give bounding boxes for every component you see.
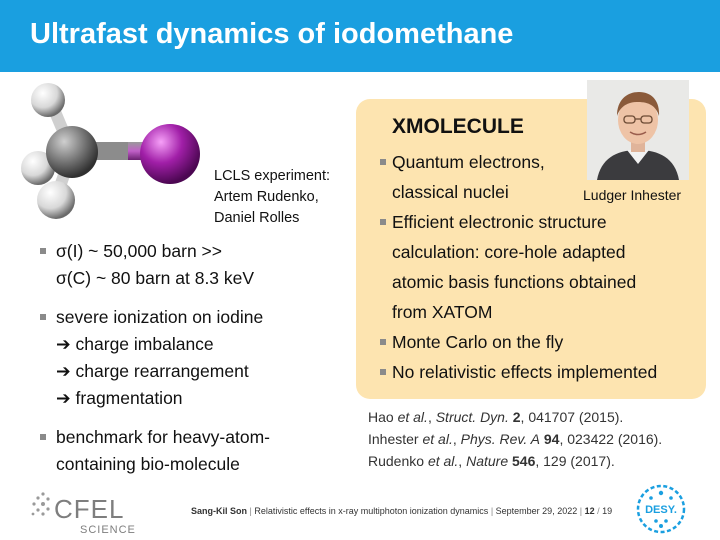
bullet-text: containing bio-molecule [56,454,240,474]
ref-journal: Nature [466,453,509,469]
ref-etal: et al. [422,431,453,447]
ref-pages-year: , 023422 (2016). [559,431,663,447]
ref-authors: Hao [368,409,398,425]
desy-logo [636,484,686,534]
bullet-text: calculation: core-hole adapted [392,242,626,262]
cfel-logo-dots-icon [32,492,50,515]
sub-bullet-text: ➔ fragmentation [56,388,183,408]
bullet-text: Monte Carlo on the fly [392,332,564,352]
ref-volume: 546 [508,453,536,469]
sub-bullet-text: ➔ charge rearrangement [56,361,249,381]
bullet-text: benchmark for heavy-atom- [56,427,270,447]
cfel-logo-subtext: SCIENCE [80,524,136,536]
reference-item [368,406,662,428]
xmolecule-bullet-list [380,147,700,387]
portrait-photo [587,80,689,180]
bullet-cross-section [40,238,340,292]
bullet-text: No relativistic effects implemented [392,362,658,382]
reference-item [368,450,662,472]
footer-author: Sang-Kil Son [191,506,247,516]
hydrogen-atom-bottom [37,181,75,219]
sub-bullet-text: ➔ charge imbalance [56,334,214,354]
photo-caption: Ludger Inhester [583,187,682,203]
hydrogen-atom-top [31,83,65,117]
xmolecule-title: XMOLECULE [392,115,524,138]
bullet-square-icon [40,314,46,320]
lcls-line: LCLS experiment: [214,168,331,184]
ref-journal: Phys. Rev. A [460,431,540,447]
cfel-logo [30,486,140,536]
bullet-text: σ(I) ~ 50,000 barn >> [56,241,222,261]
bullet-square-icon [380,219,386,225]
slide-header [0,0,720,72]
ref-pages-year: , 129 (2017). [535,453,615,469]
lcls-line: Artem Rudenko, [214,189,319,205]
carbon-atom [46,126,98,178]
bullet-text: atomic basis functions obtained [392,272,637,292]
desy-logo-text: DESY. [645,504,677,516]
lcls-line: Daniel Rolles [214,210,300,226]
reference-item [368,428,662,450]
ref-sep: , [427,409,436,425]
bullet-square-icon [40,248,46,254]
ref-sep: , [452,431,461,447]
lcls-experiment-note [214,166,330,229]
references [368,406,662,472]
bullet-ionization [40,304,340,412]
bullet-square-icon [380,369,386,375]
xmolecule-bullet [380,327,700,357]
bullet-text: severe ionization on iodine [56,307,264,327]
ref-volume: 2 [508,409,521,425]
ref-etal: et al. [427,453,459,469]
molecule-image [20,80,200,230]
portrait-person-icon [587,80,689,180]
iodine-atom [140,124,200,184]
footer-date: September 29, 2022 [495,506,578,516]
footer-talk-title: Relativistic effects in x-ray multiphoton ionization dynamics [254,506,489,516]
ref-authors: Rudenko [368,453,428,469]
footer-page-total: 19 [602,506,613,516]
xmolecule-bullet [380,207,700,327]
bullet-text: Quantum electrons, [392,152,545,172]
slide-title: Ultrafast dynamics of iodomethane [30,18,514,50]
bullet-text: from XATOM [392,302,493,322]
cfel-logo-text: CFEL [54,494,125,524]
ref-authors: Inhester [368,431,423,447]
bullet-square-icon [380,339,386,345]
ref-volume: 94 [539,431,560,447]
footer-info: Sang-Kil Son | Relativistic effects in x-ray multiphoton ionization dynamics | September 29, 2022 | 12 / 19 [191,506,613,516]
bullet-square-icon [380,159,386,165]
bullet-text: classical nuclei [392,182,509,202]
ref-journal: Struct. Dyn. [435,409,509,425]
bullet-text: Efficient electronic structure [392,212,607,232]
xmolecule-bullet [380,357,700,387]
left-bullet-list [40,238,340,490]
ref-pages-year: , 041707 (2015). [520,409,624,425]
footer-page-number: 12 [584,506,595,516]
bullet-benchmark [40,424,340,478]
bullet-text: σ(C) ~ 80 barn at 8.3 keV [56,268,255,288]
ref-sep: , [458,453,467,469]
ref-etal: et al. [397,409,428,425]
bullet-square-icon [40,434,46,440]
